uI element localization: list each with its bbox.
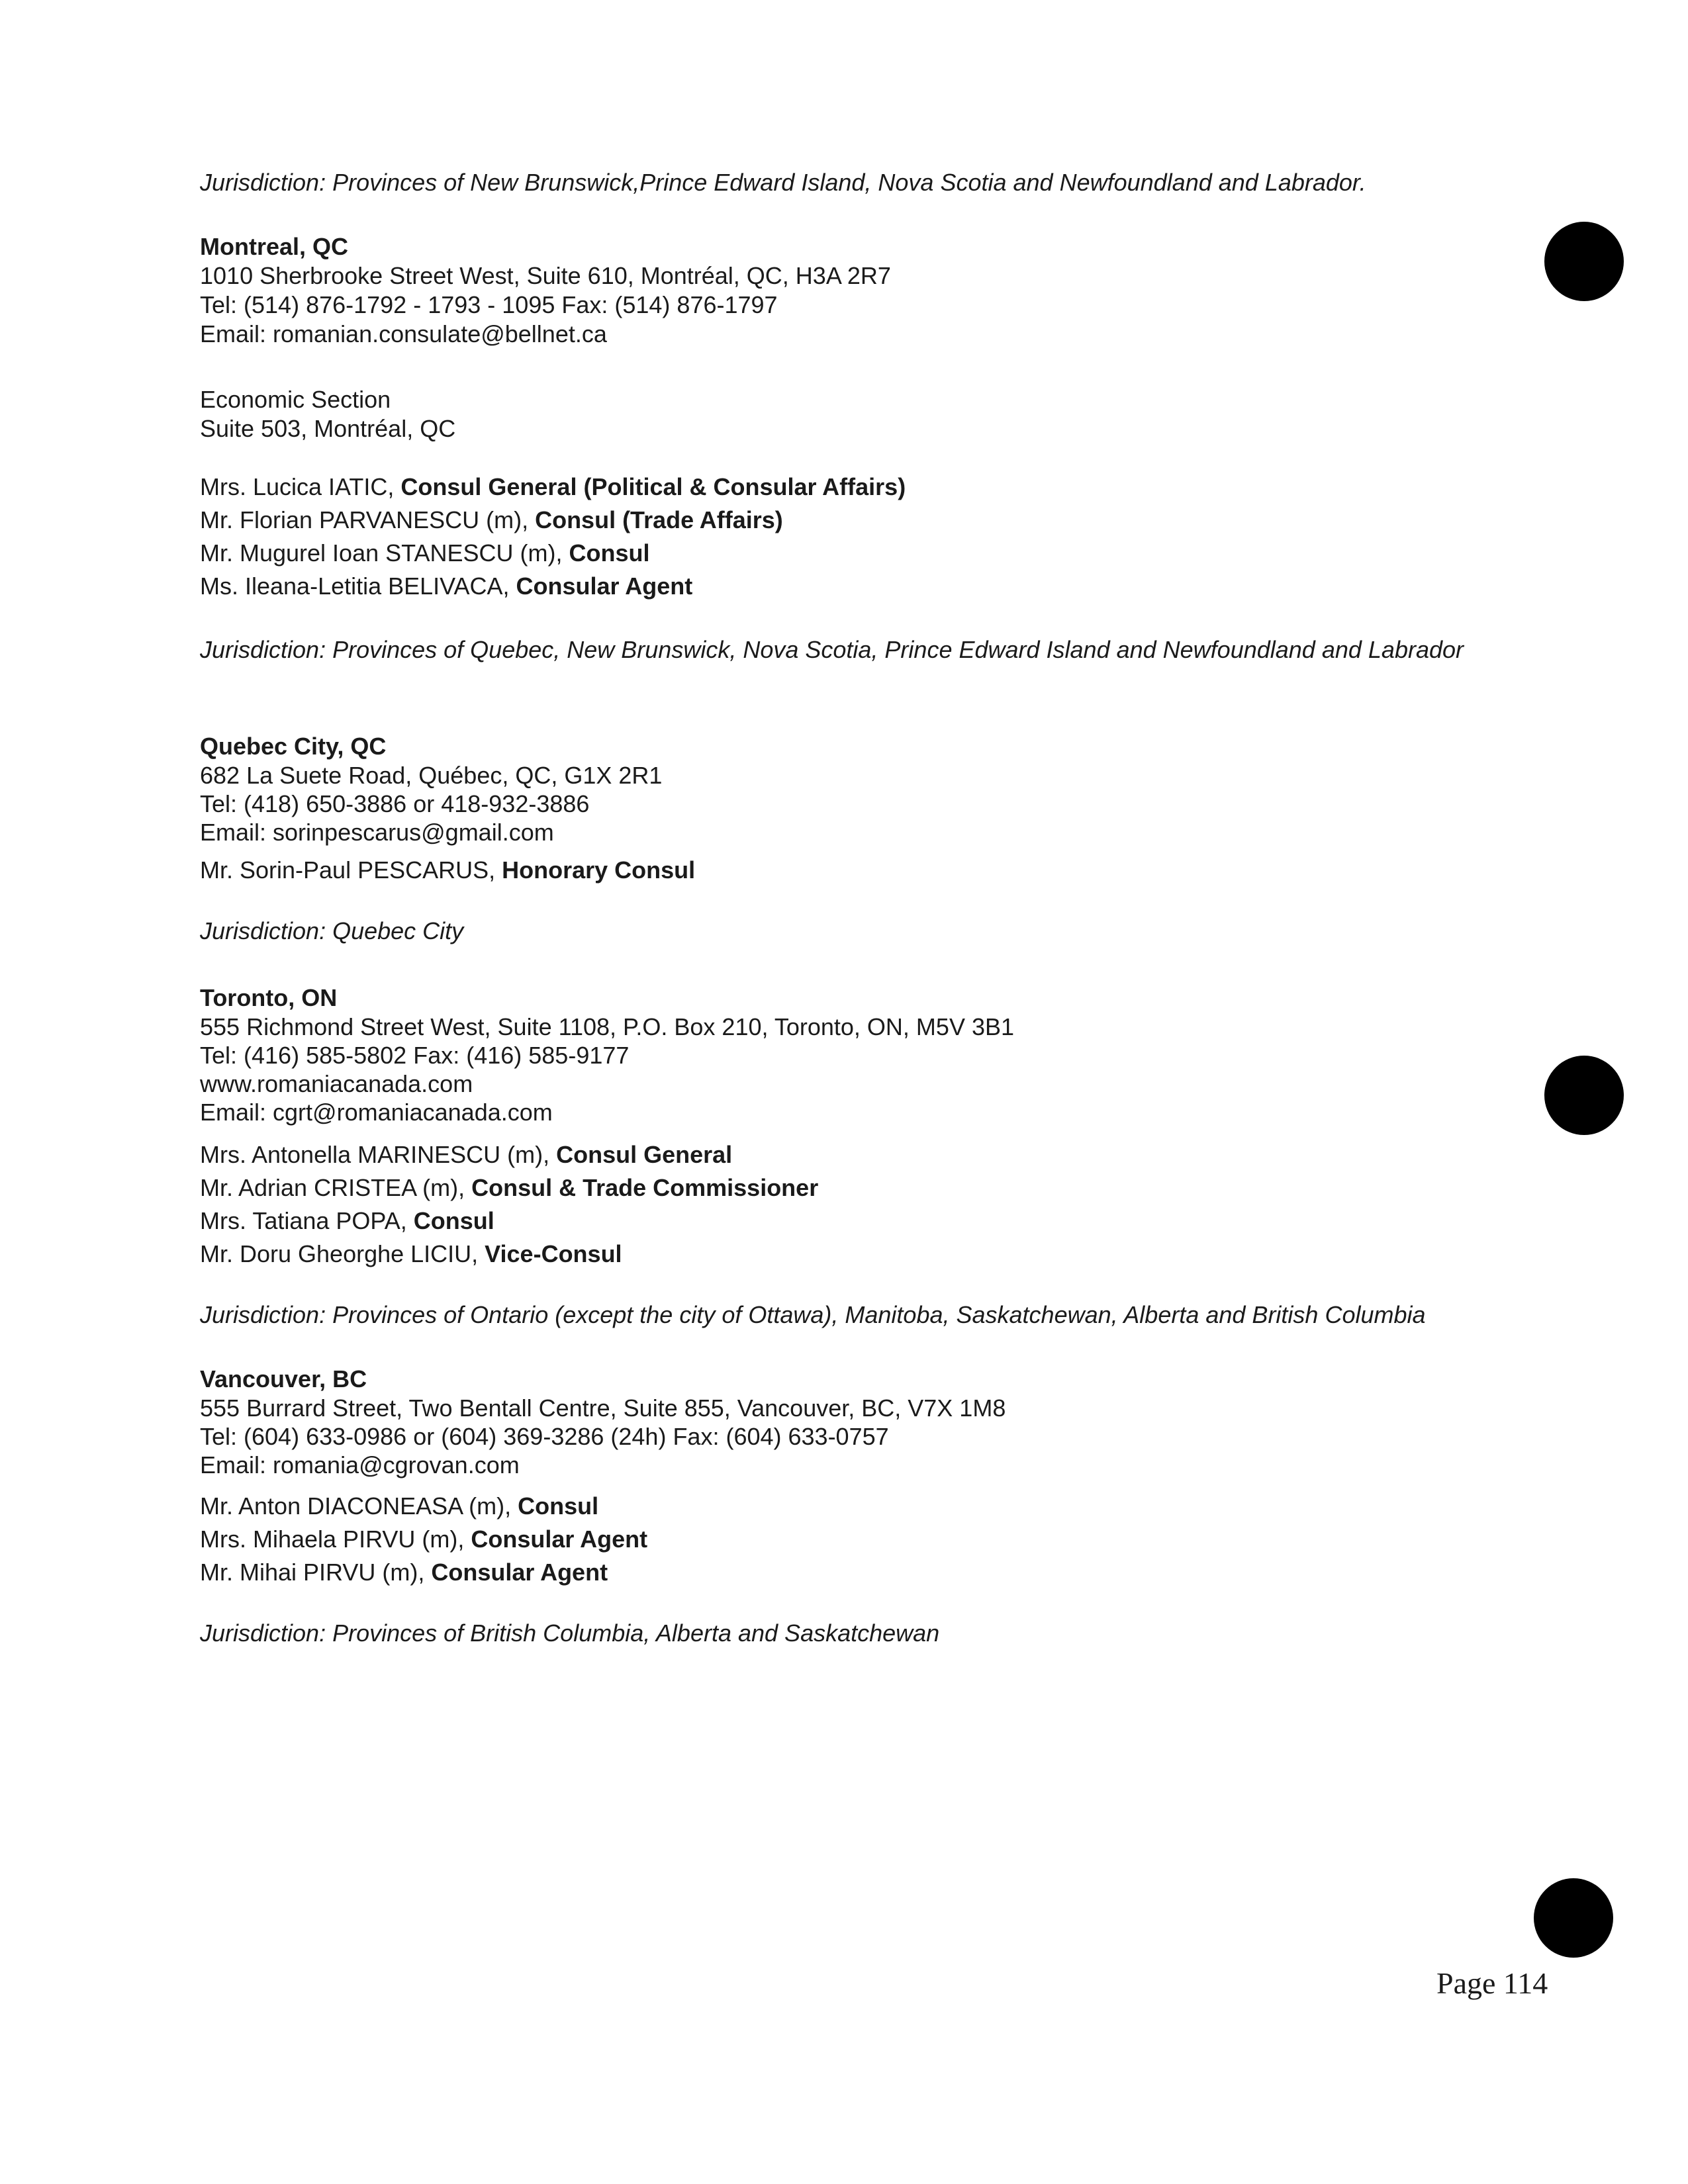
staff-row [200,1206,494,1236]
staff-name: Mrs. Lucica IATIC, [200,473,401,500]
staff-title: Consul General [556,1141,733,1168]
quebec-city-email: Email: sorinpescarus@gmail.com [200,819,554,846]
staff-row [200,1240,622,1269]
staff-title: Consular Agent [516,572,693,600]
staff-row [200,539,649,568]
staff-title: Consul [413,1207,494,1234]
economic-section-address: Suite 503, Montréal, QC [200,415,456,442]
staff-title: Consular Agent [471,1525,648,1553]
toronto-heading: Toronto, ON [200,984,338,1011]
staff-title: Honorary Consul [502,856,696,884]
toronto-email: Email: cgrt@romaniacanada.com [200,1099,553,1126]
staff-row [200,1173,818,1203]
staff-title: Vice-Consul [485,1240,622,1267]
staff-row [200,572,692,601]
staff-title: Consul General (Political & Consular Affairs) [400,473,906,500]
staff-name: Mr. Mugurel Ioan STANESCU (m), [200,539,569,567]
montreal-address: 1010 Sherbrooke Street West, Suite 610, Montréal, QC, H3A 2R7 [200,262,891,289]
staff-name: Mrs. Antonella MARINESCU (m), [200,1141,557,1168]
toronto-jurisdiction: Jurisdiction: Provinces of Ontario (except the city of Ottawa), Manitoba, Saskatchewan, Alberta and British Columbia [200,1301,1426,1328]
montreal-email: Email: romanian.consulate@bellnet.ca [200,320,607,347]
montreal-jurisdiction: Jurisdiction: Provinces of Quebec, New Brunswick, Nova Scotia, Prince Edward Island and Newfoundland and Labrador [200,636,1464,663]
page-number: Page 114 [1436,1966,1548,2000]
punch-hole-icon [1544,222,1624,301]
staff-row [200,856,695,885]
punch-hole-icon [1534,1878,1613,1958]
staff-title: Consul [569,539,650,567]
vancouver-address: 555 Burrard Street, Two Bentall Centre, Suite 855, Vancouver, BC, V7X 1M8 [200,1394,1006,1422]
vancouver-heading: Vancouver, BC [200,1365,367,1392]
staff-title: Consular Agent [431,1559,608,1586]
staff-name: Mr. Doru Gheorghe LICIU, [200,1240,485,1267]
quebec-city-address: 682 La Suete Road, Québec, QC, G1X 2R1 [200,762,663,789]
staff-name: Mrs. Tatiana POPA, [200,1207,414,1234]
staff-row [200,506,783,535]
toronto-phone: Tel: (416) 585-5802 Fax: (416) 585-9177 [200,1042,630,1069]
staff-name: Mr. Adrian CRISTEA (m), [200,1174,472,1201]
staff-name: Ms. Ileana-Letitia BELIVACA, [200,572,516,600]
staff-title: Consul [518,1492,599,1520]
vancouver-email: Email: romania@cgrovan.com [200,1451,520,1479]
punch-hole-icon [1544,1056,1624,1135]
quebec-city-heading: Quebec City, QC [200,733,387,760]
quebec-city-jurisdiction: Jurisdiction: Quebec City [200,917,464,944]
economic-section-name: Economic Section [200,386,391,413]
staff-name: Mr. Florian PARVANESCU (m), [200,506,536,533]
staff-title: Consul & Trade Commissioner [471,1174,819,1201]
staff-row [200,473,906,502]
staff-row [200,1525,647,1554]
toronto-address: 555 Richmond Street West, Suite 1108, P.O. Box 210, Toronto, ON, M5V 3B1 [200,1013,1015,1040]
montreal-phone: Tel: (514) 876-1792 - 1793 - 1095 Fax: (514) 876-1797 [200,291,778,318]
staff-row [200,1492,598,1521]
staff-title: Consul (Trade Affairs) [535,506,783,533]
quebec-city-phone: Tel: (418) 650-3886 or 418-932-3886 [200,790,590,817]
staff-name: Mr. Mihai PIRVU (m), [200,1559,432,1586]
staff-name: Mr. Anton DIACONEASA (m), [200,1492,518,1520]
staff-name: Mr. Sorin-Paul PESCARUS, [200,856,502,884]
staff-row [200,1558,608,1587]
staff-row [200,1140,732,1169]
montreal-heading: Montreal, QC [200,233,349,260]
staff-name: Mrs. Mihaela PIRVU (m), [200,1525,471,1553]
vancouver-phone: Tel: (604) 633-0986 or (604) 369-3286 (24h) Fax: (604) 633-0757 [200,1423,889,1450]
vancouver-jurisdiction: Jurisdiction: Provinces of British Columbia, Alberta and Saskatchewan [200,1619,940,1647]
toronto-website: www.romaniacanada.com [200,1070,473,1097]
jurisdiction-previous: Jurisdiction: Provinces of New Brunswick,Prince Edward Island, Nova Scotia and Newfoundland and Labrador. [200,169,1366,196]
